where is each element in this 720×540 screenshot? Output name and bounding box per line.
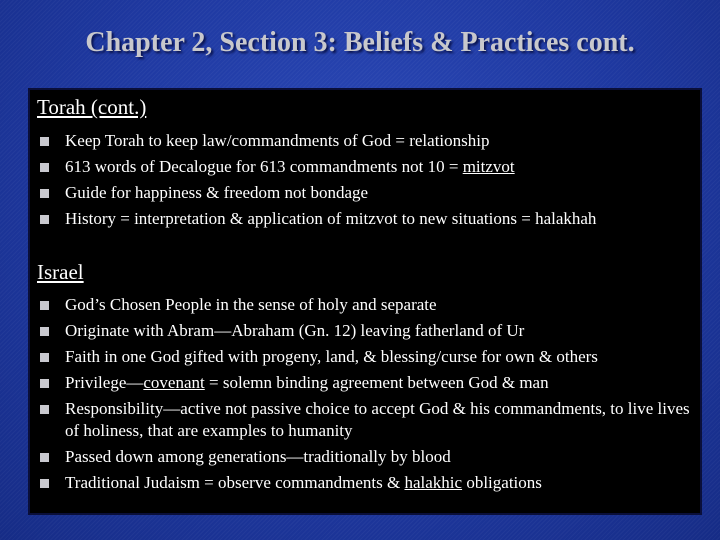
item-text: Keep Torah to keep law/commandments of God = relationship (65, 131, 490, 150)
underlined-term: halakhic (404, 473, 463, 492)
list-item (40, 472, 700, 494)
list-item (40, 182, 700, 204)
square-bullet-icon (40, 479, 49, 488)
item-text: Guide for happiness & freedom not bondage (65, 183, 369, 202)
list-item (40, 346, 700, 368)
square-bullet-icon (40, 189, 49, 198)
list-item (40, 320, 700, 342)
square-bullet-icon (40, 379, 49, 388)
item-text: Traditional Judaism = observe commandments & (65, 473, 405, 492)
square-bullet-icon (40, 301, 49, 310)
item-text: Privilege— (65, 373, 144, 392)
item-text: = solemn binding agreement between God & man (204, 373, 549, 392)
slide-title: Chapter 2, Section 3: Beliefs & Practices cont. (85, 27, 635, 58)
list-item (40, 372, 700, 394)
square-bullet-icon (40, 137, 49, 146)
israel-list (40, 294, 700, 498)
item-text: Passed down among generations—traditionally by blood (65, 447, 451, 466)
item-text: God’s Chosen People in the sense of holy and separate (65, 295, 437, 314)
list-item (40, 130, 700, 152)
section-heading-torah: Torah (cont.) (37, 95, 147, 119)
list-item (40, 156, 700, 178)
section-heading-israel: Israel (37, 260, 84, 284)
underlined-term: mitzvot (462, 157, 515, 176)
square-bullet-icon (40, 215, 49, 224)
square-bullet-icon (40, 163, 49, 172)
list-item (40, 398, 700, 442)
square-bullet-icon (40, 405, 49, 414)
square-bullet-icon (40, 453, 49, 462)
item-text: 613 words of Decalogue for 613 commandments not 10 = (65, 157, 463, 176)
item-text: History = interpretation & application of mitzvot to new situations = halakhah (65, 209, 597, 228)
square-bullet-icon (40, 327, 49, 336)
list-item (40, 208, 700, 230)
item-text: Faith in one God gifted with progeny, land, & blessing/curse for own & others (65, 347, 598, 366)
torah-list (40, 130, 700, 234)
item-text: Originate with Abram—Abraham (Gn. 12) leaving fatherland of Ur (65, 321, 525, 340)
item-text: obligations (462, 473, 542, 492)
list-item (40, 446, 700, 468)
square-bullet-icon (40, 353, 49, 362)
underlined-term: covenant (143, 373, 205, 392)
item-text: Responsibility—active not passive choice to accept God & his commandments, to live lives of holiness, that are examples to humanity (65, 399, 690, 440)
list-item (40, 294, 700, 316)
